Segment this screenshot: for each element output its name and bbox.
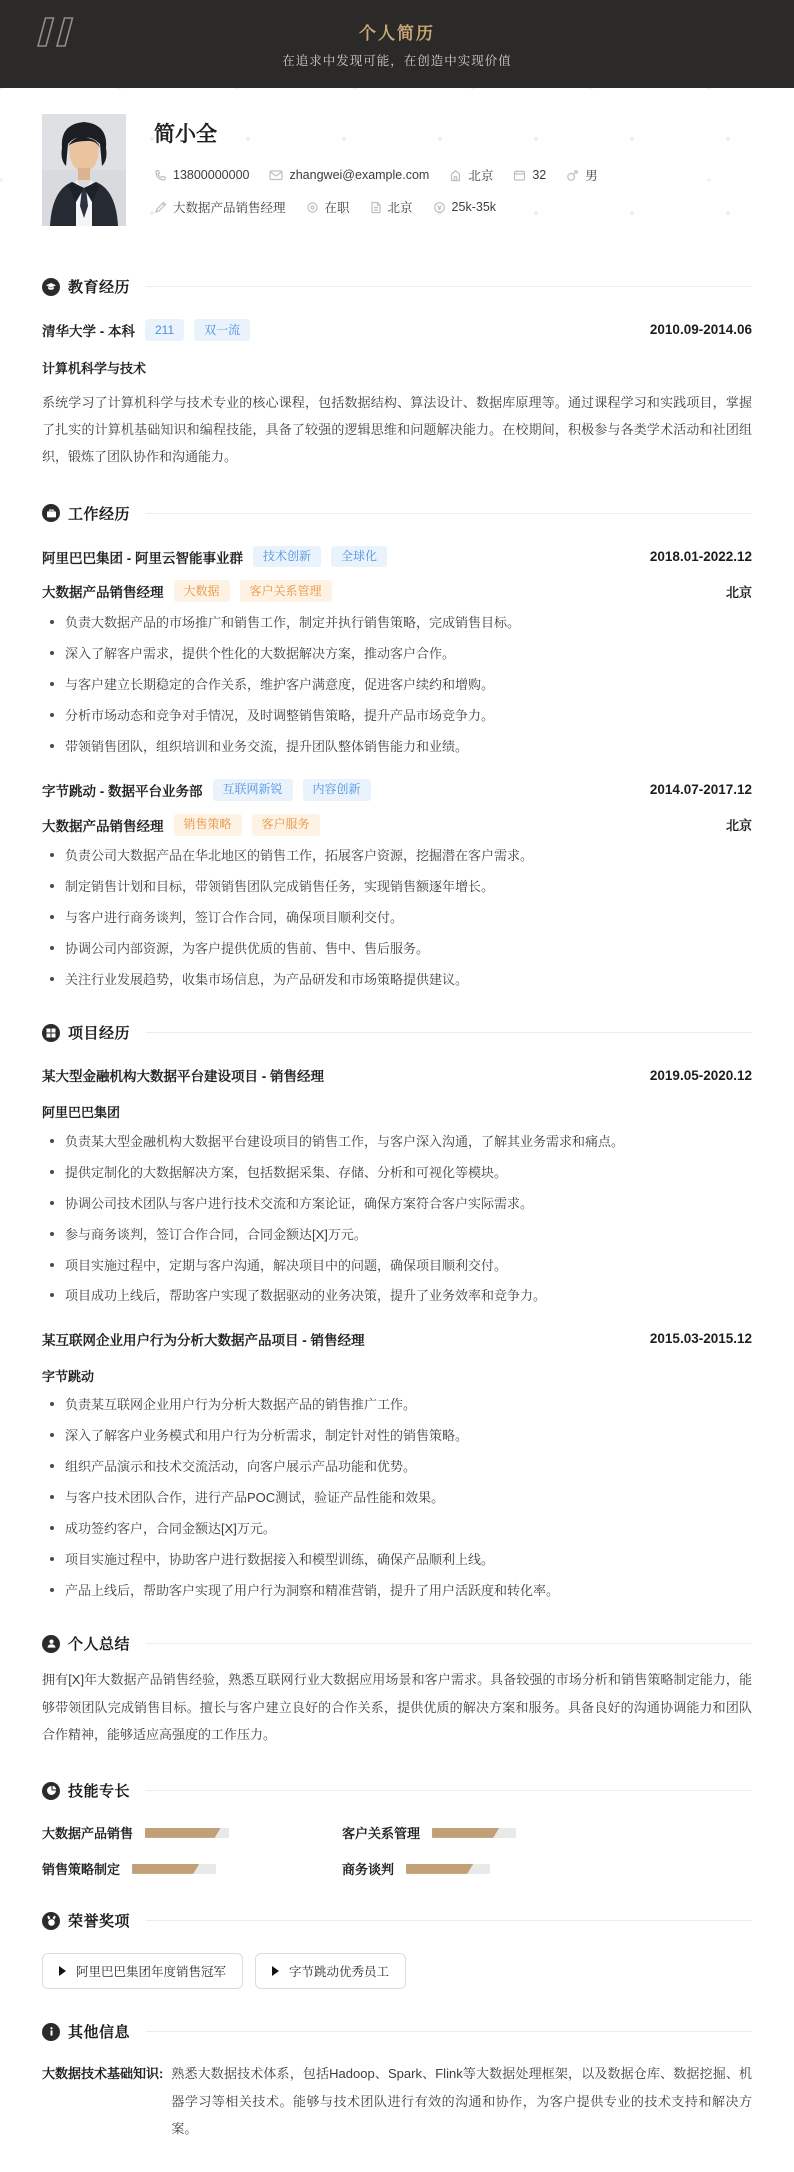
school-tag: 211: [145, 319, 184, 341]
bullet-item: 项目实施过程中，定期与客户沟通，解决项目中的问题，确保项目顺利交付。: [42, 1255, 752, 1276]
skill-name: 客户关系管理: [342, 1826, 421, 1842]
bullet-item: 参与商务谈判，签订合作合同，合同金额达[X]万元。: [42, 1224, 752, 1245]
skill-bar: [132, 1864, 216, 1874]
bullet-item: 制定销售计划和目标，带领销售团队完成销售任务，实现销售额逐年增长。: [42, 876, 752, 897]
project-date: 2019.05-2020.12: [649, 1067, 752, 1083]
education-title: 教育经历: [68, 279, 131, 296]
skill-name: 大数据产品销售: [42, 1826, 134, 1842]
position-tag: 客户关系管理: [240, 580, 332, 602]
section-divider: [146, 513, 752, 514]
age-icon: [513, 169, 526, 182]
play-icon: [272, 1966, 279, 1976]
bullet-item: 与客户技术团队合作，进行产品POC测试，验证产品性能和效果。: [42, 1487, 752, 1508]
bullet-item: 负责某大型金融机构大数据平台建设项目的销售工作，与客户深入沟通，了解其业务需求和痛点。: [42, 1131, 752, 1152]
contact-age: [513, 168, 546, 182]
position-tag: 大数据: [174, 580, 230, 602]
section-divider: [146, 1032, 752, 1033]
bullet-item: 提供定制化的大数据解决方案，包括数据采集、存储、分析和可视化等模块。: [42, 1162, 752, 1183]
skill-item: [342, 1823, 752, 1842]
contact-age-text: 32: [532, 168, 547, 182]
contact-job-status: [306, 198, 350, 216]
job-status-icon: [306, 201, 319, 214]
expect-city-icon: [370, 201, 382, 214]
candidate-name: 简小全: [154, 123, 217, 146]
project-company: 阿里巴巴集团: [42, 1105, 121, 1121]
section-divider: [146, 2031, 752, 2032]
honor-label: 阿里巴巴集团年度销售冠军: [76, 1965, 227, 1980]
education-date: 2010.09-2014.06: [649, 322, 752, 338]
bullet-item: 深入了解客户业务模式和用户行为分析需求，制定针对性的销售策略。: [42, 1425, 752, 1446]
salary-icon: [433, 201, 446, 214]
honor-chip[interactable]: [255, 1953, 406, 1989]
contact-job-status-text: 在职: [324, 201, 350, 215]
email-icon: [269, 169, 283, 181]
projects-section: [0, 1022, 794, 1601]
honors-section: [0, 1910, 794, 1989]
bullet-item: 成功签约客户，合同金额达[X]万元。: [42, 1518, 752, 1539]
bullet-item: 关注行业发展趋势，收集市场信息，为产品研发和市场策略提供建议。: [42, 969, 752, 990]
education-section: [0, 276, 794, 471]
bullet-item: 负责公司大数据产品在华北地区的销售工作，拓展客户资源，挖掘潜在客户需求。: [42, 845, 752, 866]
profile-photo: [42, 114, 126, 226]
skill-item: [42, 1823, 342, 1842]
summary-text: 拥有[X]年大数据产品销售经验，熟悉互联网行业大数据应用场景和客户需求。具备较强的市场分析和销售策略制定能力，能够带领团队完成销售目标。擅长与客户建立良好的合作关系，提供优质的解决方案和服务。具备良好的沟通协调能力和团队合作精神，能够适应高强度的工作压力。: [42, 1672, 752, 1743]
skill-bar-fill: [145, 1828, 221, 1838]
bullet-item: 分析市场动态和竞争对手情况，及时调整销售策略，提升产品市场竞争力。: [42, 705, 752, 726]
section-divider: [146, 1643, 752, 1644]
position-tag: 销售策略: [174, 814, 242, 836]
education-major: 计算机科学与技术: [42, 360, 147, 376]
other-info-section: [0, 2021, 794, 2146]
other-info-text: 熟悉大数据技术体系，包括Hadoop、Spark、Flink等大数据处理框架，以及数据仓库、数据挖掘、机器学习等相关技术。能够与技术团队进行有效的沟通和协作，为客户提供专业的技术支持和解决方案。: [171, 2066, 752, 2136]
contact-job-title: [154, 198, 286, 216]
project-date: 2015.03-2015.12: [649, 1331, 752, 1347]
other-info-label: 大数据技术基础知识:: [42, 2066, 164, 2082]
other-info-title: 其他信息: [68, 2024, 131, 2042]
work-date: 2014.07-2017.12: [649, 782, 752, 798]
city-icon: [449, 169, 462, 182]
bullet-item: 项目成功上线后，帮助客户实现了数据驱动的业务决策，提升了业务效率和竞争力。: [42, 1285, 752, 1306]
skill-bar-fill: [432, 1828, 499, 1838]
work-title: 工作经历: [68, 505, 131, 523]
contact-salary-text: 25k-35k: [451, 200, 497, 214]
education-description: 系统学习了计算机科学与技术专业的核心课程，包括数据结构、算法设计、数据库原理等。通过课程学习和实践项目，掌握了扎实的计算机基础知识和编程技能，具备了较强的逻辑思维和问题解决能力。在校期间，积极参与各类学术活动和社团组织，锻炼了团队协作和沟通能力。: [42, 394, 752, 465]
page-subtitle: 在追求中发现可能，在创造中实现价值: [282, 54, 512, 68]
bullet-item: 项目实施过程中，协助客户进行数据接入和模型训练，确保产品顺利上线。: [42, 1549, 752, 1570]
contact-row-1: [154, 166, 598, 184]
skill-bar-fill: [406, 1864, 473, 1874]
company-tag: 内容创新: [303, 779, 371, 801]
quote-icon: [34, 16, 78, 53]
contact-row-2: [154, 198, 598, 216]
play-icon: [59, 1966, 66, 1976]
info-icon: [42, 2023, 60, 2041]
school-tag: 双一流: [194, 319, 250, 341]
contact-email-text: zhangwei@example.com: [289, 168, 430, 182]
contact-expect-city: [370, 198, 413, 216]
honor-label: 字节跳动优秀员工: [289, 1965, 390, 1980]
summary-section: [0, 1633, 794, 1748]
honors-title: 荣誉奖项: [68, 1913, 131, 1931]
skills-section: [0, 1780, 794, 1878]
project-name: 某大型金融机构大数据平台建设项目 - 销售经理: [42, 1069, 324, 1085]
grid-icon: [42, 1024, 60, 1042]
briefcase-icon: [42, 504, 60, 522]
skill-name: 销售策略制定: [42, 1862, 121, 1878]
skill-bar: [145, 1828, 229, 1838]
education-icon: [42, 278, 60, 296]
company-tag: 互联网新锐: [213, 779, 293, 801]
company-tag: 全球化: [331, 546, 387, 568]
position-tag: 客户服务: [252, 814, 320, 836]
contact-phone-text: 13800000000: [173, 168, 250, 182]
work-entry: [42, 779, 752, 990]
page-title: 个人简历: [359, 24, 435, 43]
work-date: 2018.01-2022.12: [649, 549, 752, 565]
contact-job-title-text: 大数据产品销售经理: [173, 201, 286, 215]
summary-title: 个人总结: [68, 1636, 131, 1654]
phone-icon: [154, 169, 167, 182]
section-divider: [146, 286, 752, 287]
work-entry: [42, 546, 752, 757]
bullet-item: 带领销售团队，组织培训和业务交流，提升团队整体销售能力和业绩。: [42, 736, 752, 757]
contact-salary: [433, 200, 496, 214]
bullet-item: 产品上线后，帮助客户实现了用户行为洞察和精准营销，提升了用户活跃度和转化率。: [42, 1580, 752, 1601]
contact-city: [449, 166, 493, 184]
company-name: 字节跳动 - 数据平台业务部: [42, 783, 203, 799]
skill-name: 商务谈判: [342, 1862, 395, 1878]
company-name: 阿里巴巴集团 - 阿里云智能事业群: [42, 550, 243, 566]
contact-phone: [154, 168, 249, 182]
resume-header: [0, 0, 794, 88]
project-company: 字节跳动: [42, 1368, 95, 1384]
projects-title: 项目经历: [68, 1025, 131, 1043]
gender-icon: [566, 169, 579, 182]
school-name: 清华大学 - 本科: [42, 323, 135, 339]
contact-expect-city-text: 北京: [387, 201, 413, 215]
bullet-item: 负责某互联网企业用户行为分析大数据产品的销售推广工作。: [42, 1394, 752, 1415]
bullet-item: 组织产品演示和技术交流活动，向客户展示产品功能和优势。: [42, 1456, 752, 1477]
contact-city-text: 北京: [468, 169, 494, 183]
section-divider: [146, 1790, 752, 1791]
project-entry: [42, 1329, 752, 1602]
person-icon: [42, 1635, 60, 1653]
bullet-item: 协调公司技术团队与客户进行技术交流和方案论证，确保方案符合客户实际需求。: [42, 1193, 752, 1214]
work-location: 北京: [725, 818, 752, 834]
bullet-item: 深入了解客户需求，提供个性化的大数据解决方案，推动客户合作。: [42, 643, 752, 664]
skill-bar: [406, 1864, 490, 1874]
profile-section: [0, 88, 794, 244]
job-title-icon: [154, 201, 167, 214]
pie-chart-icon: [42, 1782, 60, 1800]
skill-item: [342, 1859, 752, 1878]
company-tag: 技术创新: [253, 546, 321, 568]
bullet-item: 与客户建立长期稳定的合作关系，维护客户满意度，促进客户续约和增购。: [42, 674, 752, 695]
skills-title: 技能专长: [68, 1783, 131, 1801]
project-entry: [42, 1065, 752, 1307]
position-name: 大数据产品销售经理: [42, 585, 164, 601]
contact-email: [269, 168, 429, 182]
medal-icon: [42, 1912, 60, 1930]
section-divider: [146, 1920, 752, 1921]
bullet-item: 负责大数据产品的市场推广和销售工作，制定并执行销售策略，完成销售目标。: [42, 612, 752, 633]
skill-item: [42, 1859, 342, 1878]
project-name: 某互联网企业用户行为分析大数据产品项目 - 销售经理: [42, 1332, 365, 1348]
skill-bar: [432, 1828, 516, 1838]
position-name: 大数据产品销售经理: [42, 818, 164, 834]
work-section: [0, 503, 794, 991]
honor-chip[interactable]: [42, 1953, 243, 1989]
work-location: 北京: [725, 584, 752, 600]
contact-gender-text: 男: [585, 169, 598, 183]
bullet-item: 与客户进行商务谈判，签订合作合同，确保项目顺利交付。: [42, 907, 752, 928]
contact-gender: [566, 166, 598, 184]
bullet-item: 协调公司内部资源，为客户提供优质的售前、售中、售后服务。: [42, 938, 752, 959]
skill-bar-fill: [132, 1864, 199, 1874]
